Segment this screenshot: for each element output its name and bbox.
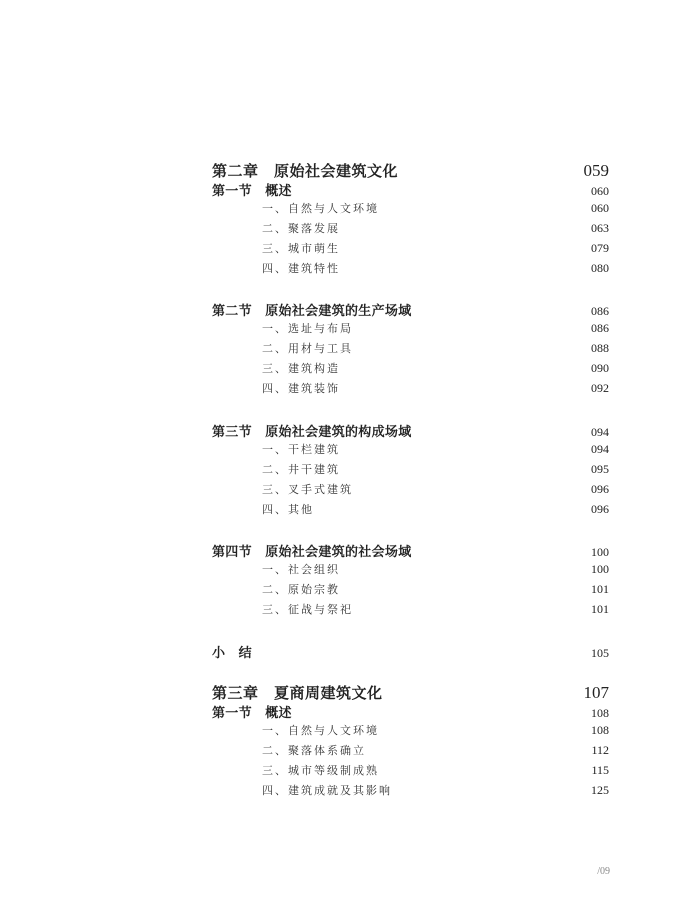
toc-item-label: 三、征战与祭祀 [262, 603, 353, 616]
toc-item-row [262, 601, 609, 617]
toc-item-row [262, 380, 609, 396]
toc-chapter-row [212, 160, 609, 181]
toc-section-row [212, 702, 609, 721]
toc-section-label: 第三节 原始社会建筑的构成场域 [212, 425, 412, 440]
toc-item-row [262, 320, 609, 336]
toc-item-label: 二、井干建筑 [262, 463, 340, 476]
toc-item-row [262, 722, 609, 738]
toc-item-row [262, 260, 609, 276]
toc-section-label: 第一节 概述 [212, 184, 292, 199]
toc-section-label: 第一节 概述 [212, 706, 292, 721]
toc-section-page: 108 [591, 706, 609, 720]
toc-section-row [212, 421, 609, 440]
toc-chapter-page: 107 [583, 683, 609, 702]
toc-item-row [262, 581, 609, 597]
toc-section-page: 105 [591, 646, 609, 660]
toc-section-page: 060 [591, 184, 609, 198]
toc-item-page: 092 [591, 381, 609, 395]
toc-section-row [212, 180, 609, 199]
toc-item-label: 三、建筑构造 [262, 362, 340, 375]
toc-chapter-label: 第三章 夏商周建筑文化 [212, 684, 383, 702]
toc-item-row [262, 220, 609, 236]
toc-item-page: 090 [591, 361, 609, 375]
toc-section-row [212, 541, 609, 560]
toc-item-page: 115 [591, 763, 609, 777]
toc-item-page: 125 [591, 783, 609, 797]
toc-item-row [262, 461, 609, 477]
toc-item-label: 一、自然与人文环境 [262, 724, 379, 737]
toc-item-label: 四、建筑装饰 [262, 382, 340, 395]
toc-item-label: 二、聚落体系确立 [262, 744, 366, 757]
toc-section-page: 100 [591, 545, 609, 559]
toc-item-label: 一、选址与布局 [262, 322, 353, 335]
toc-item-row [262, 782, 609, 798]
toc-item-page: 096 [591, 502, 609, 516]
toc-item-page: 100 [591, 562, 609, 576]
toc-item-label: 三、叉手式建筑 [262, 483, 353, 496]
toc-item-row [262, 441, 609, 457]
toc-item-page: 101 [591, 582, 609, 596]
toc-item-page: 088 [591, 341, 609, 355]
toc-item-row [262, 762, 609, 778]
toc-item-page: 108 [591, 723, 609, 737]
toc-item-page: 080 [591, 261, 609, 275]
toc-section-label: 小 结 [212, 646, 252, 661]
toc-item-label: 二、原始宗教 [262, 583, 340, 596]
toc-item-row [262, 340, 609, 356]
toc-section-row [212, 642, 609, 661]
toc-item-label: 三、城市萌生 [262, 242, 340, 255]
toc-section-label: 第二节 原始社会建筑的生产场域 [212, 304, 412, 319]
toc-item-label: 二、聚落发展 [262, 222, 340, 235]
toc-item-page: 086 [591, 321, 609, 335]
toc-section-page: 086 [591, 304, 609, 318]
toc-item-label: 二、用材与工具 [262, 342, 353, 355]
toc-item-label: 三、城市等级制成熟 [262, 764, 379, 777]
toc-item-page: 101 [591, 602, 609, 616]
page-number: /09 [597, 866, 610, 877]
toc-item-page: 095 [591, 462, 609, 476]
toc-item-row [262, 561, 609, 577]
toc-item-page: 079 [591, 241, 609, 255]
toc-item-page: 063 [591, 221, 609, 235]
toc-item-label: 一、社会组织 [262, 563, 340, 576]
toc-item-row [262, 360, 609, 376]
toc-section-row [212, 300, 609, 319]
toc-section-page: 094 [591, 425, 609, 439]
toc-item-page: 060 [591, 201, 609, 215]
toc-item-page: 112 [591, 743, 609, 757]
toc-item-page: 096 [591, 482, 609, 496]
toc-item-label: 一、自然与人文环境 [262, 202, 379, 215]
toc-item-row [262, 742, 609, 758]
toc-section-label: 第四节 原始社会建筑的社会场域 [212, 545, 412, 560]
toc-item-label: 四、其他 [262, 503, 314, 516]
toc-item-row [262, 240, 609, 256]
toc-item-row [262, 481, 609, 497]
toc-item-row [262, 501, 609, 517]
toc-item-page: 094 [591, 442, 609, 456]
toc-chapter-row [212, 682, 609, 703]
toc-item-label: 四、建筑成就及其影响 [262, 784, 392, 797]
toc-chapter-page: 059 [583, 161, 609, 180]
toc-item-row [262, 200, 609, 216]
toc-item-label: 四、建筑特性 [262, 262, 340, 275]
toc-chapter-label: 第二章 原始社会建筑文化 [212, 162, 399, 180]
toc-item-label: 一、干栏建筑 [262, 443, 340, 456]
